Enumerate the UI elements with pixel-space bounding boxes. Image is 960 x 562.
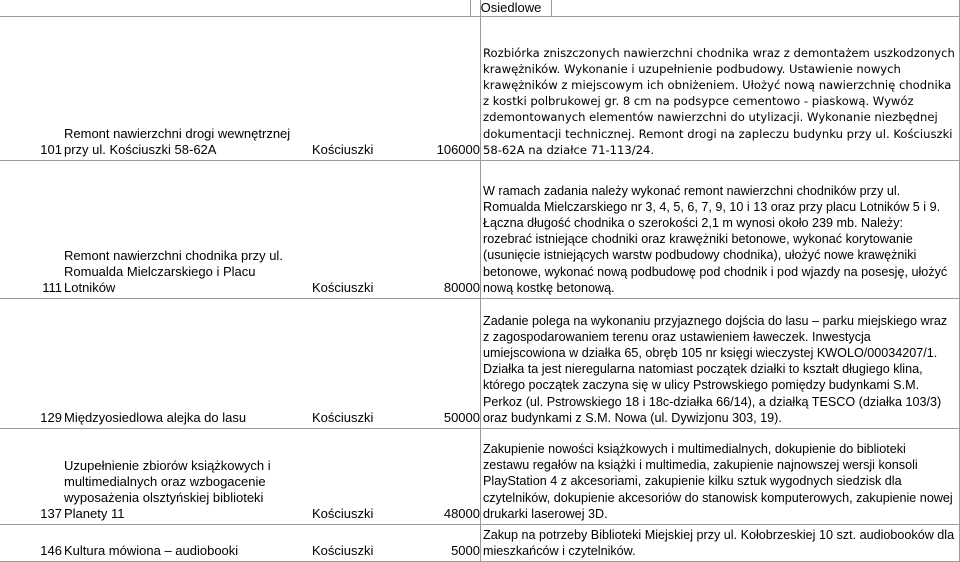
task-amount: 106000 (436, 142, 480, 157)
district-name: Kościuszki (312, 410, 374, 425)
task-amount: 5000 (451, 543, 480, 558)
task-title: Kultura mówiona – audiobooki (64, 543, 239, 558)
task-title: Międzyosiedlowa alejka do lasu (64, 410, 247, 425)
sheet-header-tab: Osiedlowe (470, 0, 552, 17)
task-title: Remont nawierzchni chodnika przy ul. Romualda Mielczarskiego i Placu Lotników (64, 248, 283, 295)
table-row (0, 17, 960, 160)
table-row (0, 299, 960, 428)
task-description: Zadanie polega na wykonaniu przyjaznego dojścia do lasu – parku miejskiego wraz z zagospodarowaniem terenu oraz ustawieniem ławeczek. Inwestycja umiejscowiona w działka 65, obręb 105 nr księgi wieczystej KWOLO/00034207/1. Działka ta jest nieregularna natomiast początek działki to kształt długiego klina, którego początek zaczyna się w ulicy Pstrowskiego pomiędzy budynkami S.M. Perkoz (ul. Pstrowskiego 18 i 18c-działka 66/14), a działką TESCO (działka 103/3) oraz budynkami z S.M. Nowa (ul. Dywizjonu 303, 19). (483, 313, 948, 425)
task-amount: 50000 (443, 410, 480, 425)
table-row (0, 429, 960, 524)
task-amount: 80000 (443, 280, 480, 295)
district-name: Kościuszki (312, 280, 374, 295)
task-title: Remont nawierzchni drogi wewnętrznej przy ul. Kościuszki 58-62A (64, 126, 291, 157)
task-description: W ramach zadania należy wykonać remont nawierzchni chodników przy ul. Romualda Mielczarskiego nr 3, 4, 5, 6, 7, 9, 10 i 13 oraz przy placu Lotników 5 i 9. Łączna długość chodnika o szerokości 2,1 m wynosi około 239 mb. Należy: rozebrać istniejące chodniki oraz krawężniki betonowe, wykonać korytowanie (usunięcie istniejących warstw podbudowy chodnika), ułożyć nowe krawężniki betonowe, wykonać nową podbudowę pod chodnik i pod wjazdy na posesję, ułożyć nową kostkę betonową. (483, 183, 948, 295)
district-name: Kościuszki (312, 142, 374, 157)
task-title: Uzupełnienie zbiorów książkowych i multimedialnych oraz wzbogacenie wyposażenia olsztyńskiej biblioteki Planety 11 (64, 458, 271, 521)
row-number: 111 (42, 280, 62, 295)
table-row (0, 525, 960, 561)
task-description: Zakupienie nowości książkowych i multimedialnych, dokupienie do biblioteki zestawu regałów na książki i multimedia, zakupienie najnowszej wersji konsoli PlayStation 4 z akcesoriami, zakupienie kilku sztuk wygodnych siedzisk dla czytelników, dokupienie akcesoriów do stanowisk komputerowych, zakupienie nowej drukarki laserowej 3D. (483, 441, 953, 521)
district-name: Kościuszki (312, 506, 374, 521)
task-amount: 48000 (443, 506, 480, 521)
task-description: Zakup na potrzeby Biblioteki Miejskiej przy ul. Kołobrzeskiej 10 szt. audiobooków dla mieszkańców i czytelników. (483, 527, 955, 558)
table-row (0, 161, 960, 298)
task-description: Rozbiórka zniszczonych nawierzchni chodnika wraz z demontażem uszkodzonych krawężników. Wykonanie i uzupełnienie podbudowy. Ustawienie nowych krawężników z miejscowym ich obniżeniem. Ułożyć nową nawierzchnię chodnika z kostki polbrukowej gr. 8 cm na podsypce cementowo - piaskową. Wywóz zdemontowanych elementów nawierzchni do utylizacji. Wykonanie niezbędnej dokumentacji technicznej. Remont drogi na zapleczu budynku przy ul. Kościuszki 58-62A na działce 71-113/24. (483, 45, 955, 157)
row-number: 146 (40, 543, 62, 558)
row-number: 137 (40, 506, 62, 521)
row-number: 101 (40, 142, 62, 157)
district-name: Kościuszki (312, 543, 374, 558)
row-number: 129 (40, 410, 62, 425)
